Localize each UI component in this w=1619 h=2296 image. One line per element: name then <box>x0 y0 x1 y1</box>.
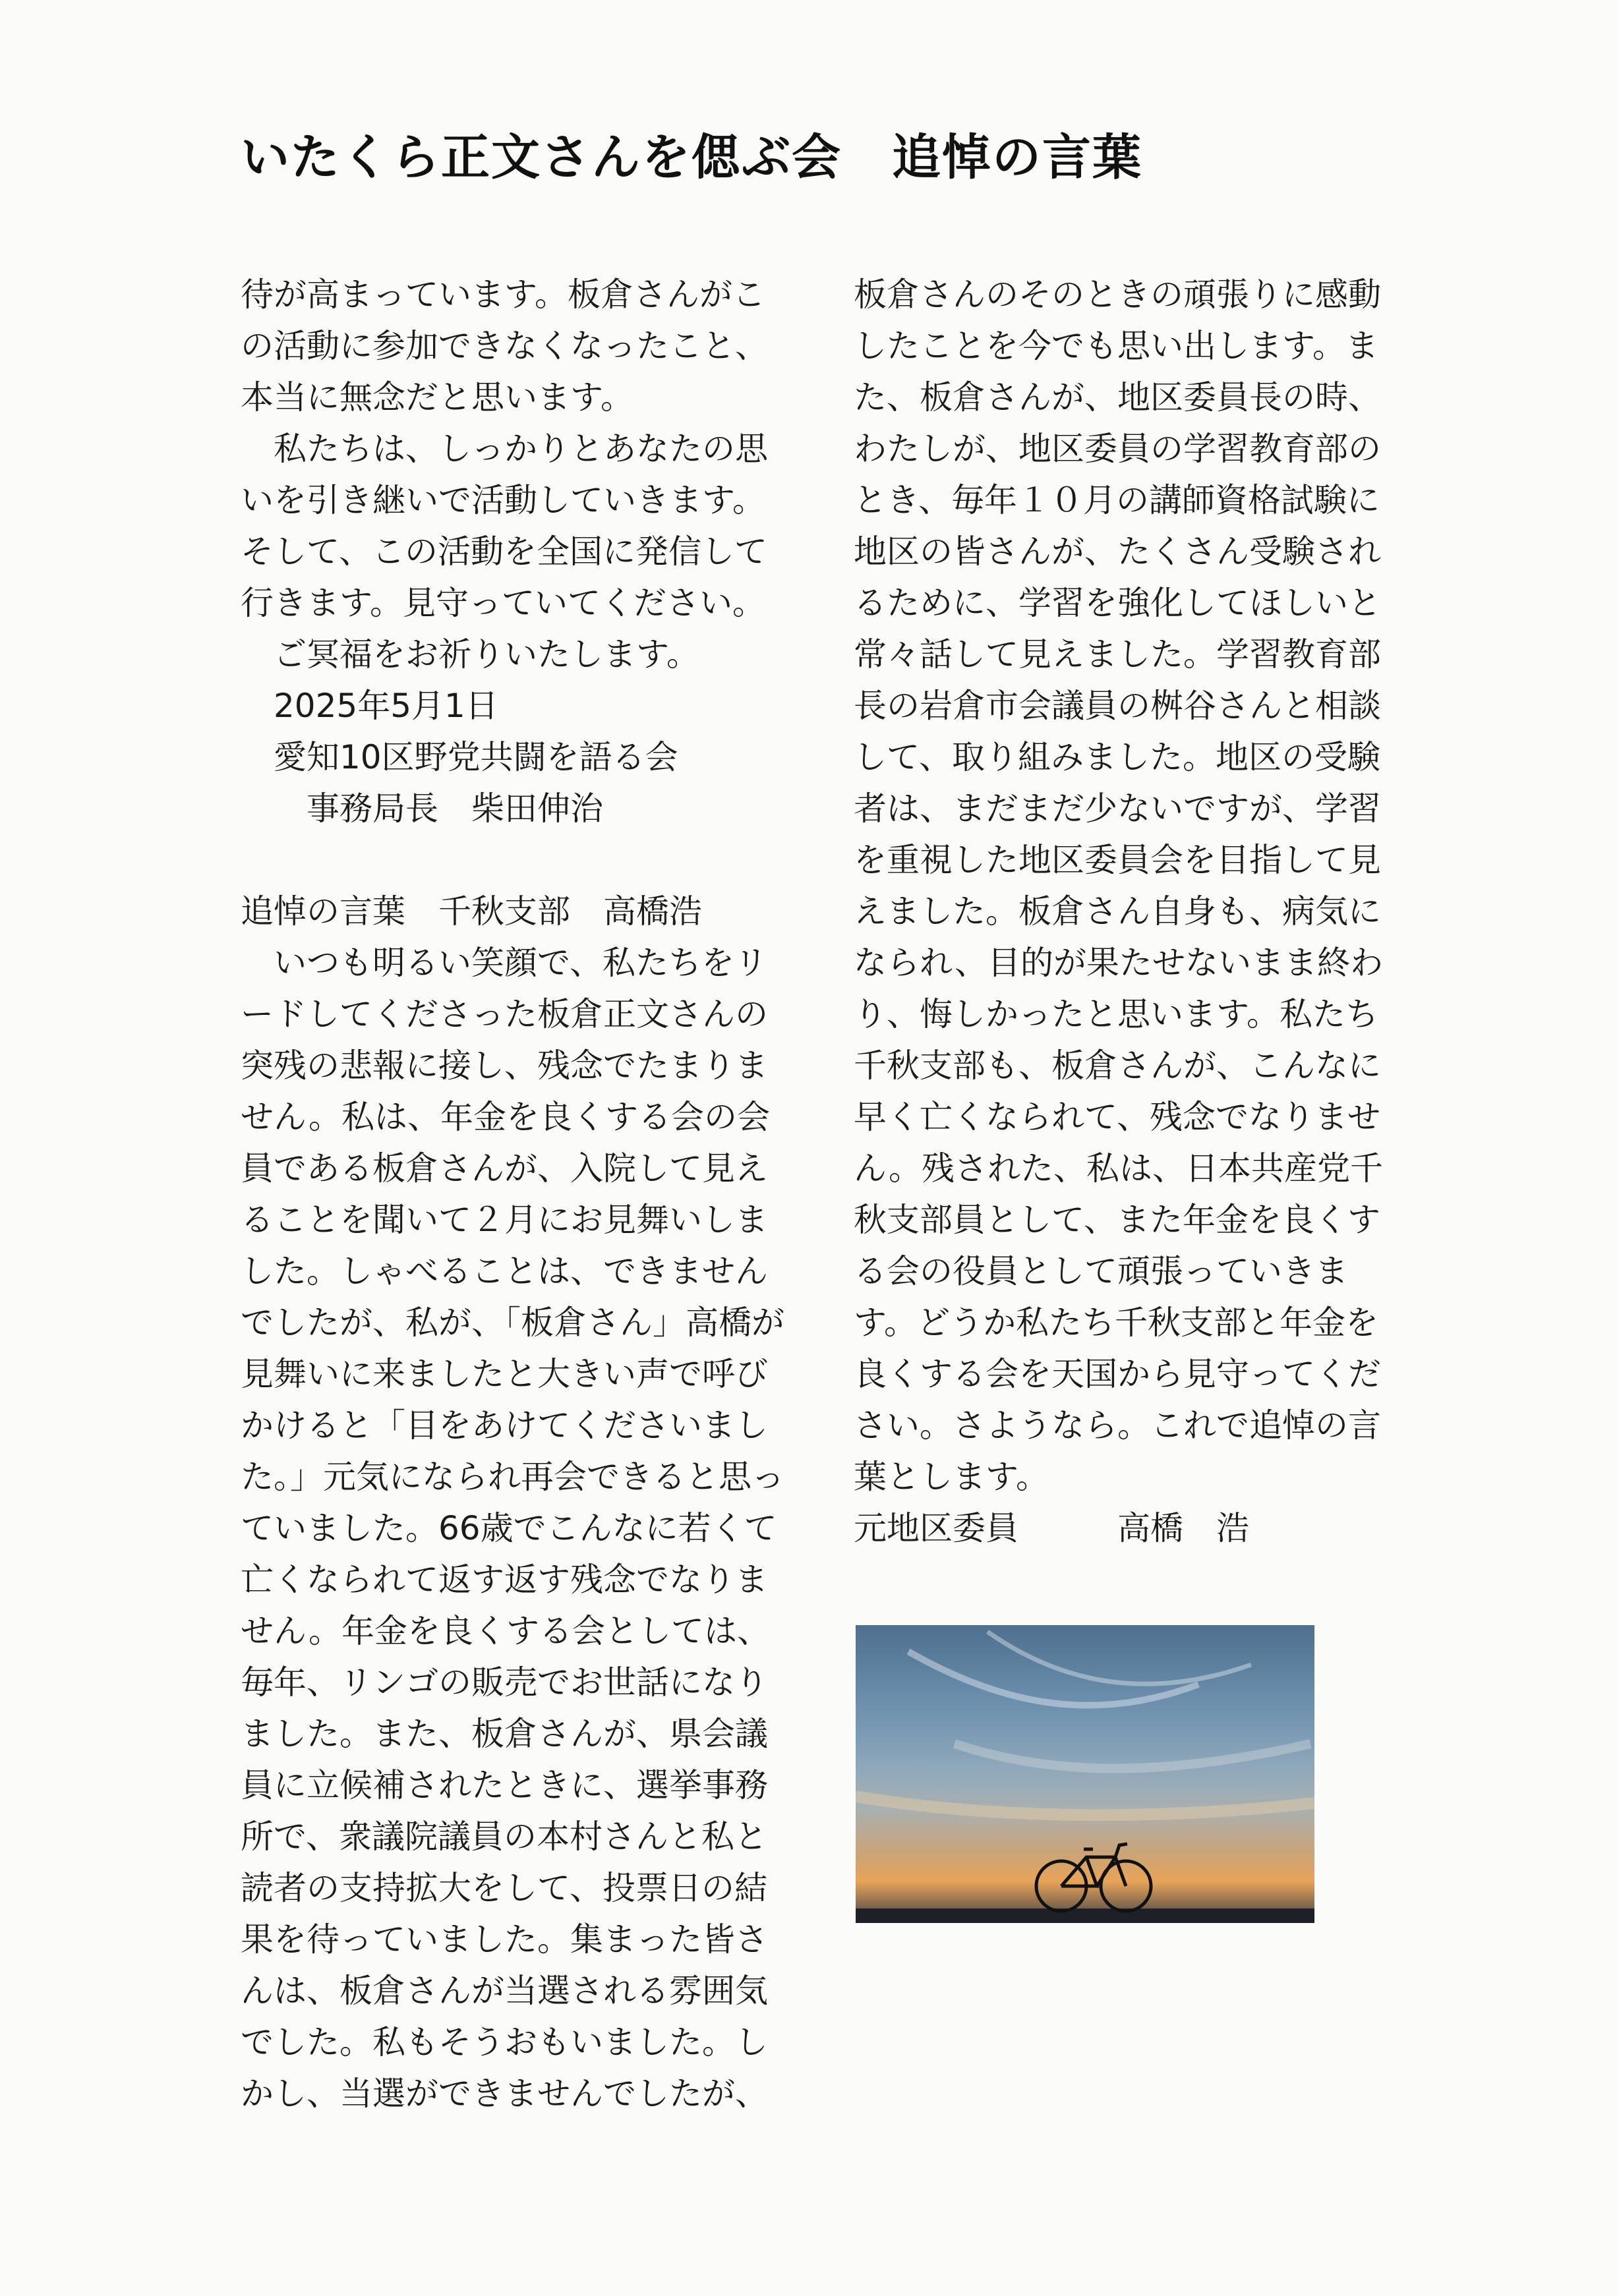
text-line: 亡くなられて返す返す残念でなりま <box>241 1561 768 1599</box>
text-line: 事務局長 柴田伸治 <box>241 789 603 828</box>
text-line: た。」元気になられ再会できると思っ <box>241 1458 784 1496</box>
text-line: ました。また、板倉さんが、県会議 <box>241 1715 768 1753</box>
text-line: 毎年、リンゴの販売でお世話になり <box>241 1663 768 1702</box>
text-line: そして、この活動を全国に発信して <box>241 532 767 571</box>
text-line: かし、当選ができませんでしたが、 <box>241 2075 768 2113</box>
text-line: 長の岩倉市会議員の桝谷さんと相談 <box>854 687 1381 725</box>
text-line: 員である板倉さんが、入院して見え <box>241 1149 768 1188</box>
text-line: せん。年金を良くする会としては、 <box>241 1612 770 1650</box>
text-line: いを引き継いで活動していきます。 <box>241 481 765 519</box>
text-line: した。しゃべることは、できません <box>241 1252 768 1290</box>
text-line: んは、板倉さんが当選される雰囲気 <box>241 1972 768 2010</box>
text-line: でした。私もそうおもいました。し <box>241 2023 768 2061</box>
text-line: 板倉さんのそのときの頑張りに感動 <box>854 275 1381 314</box>
text-line: して、取り組みました。地区の受験 <box>854 738 1380 776</box>
text-line: る会の役員として頑張っていきま <box>854 1252 1348 1290</box>
text-line: 読者の支持拡大をして、投票日の結 <box>241 1869 767 1907</box>
text-line: を重視した地区委員会を目指して見 <box>854 841 1381 879</box>
bicycle-silhouette-icon <box>856 1625 1314 1923</box>
text-line: したことを今でも思い出します。ま <box>854 327 1378 365</box>
text-line: 2025年5月1日 <box>241 687 498 725</box>
sunset-bicycle-photo <box>856 1625 1314 1923</box>
text-line: るために、学習を強化してほしいと <box>854 584 1381 622</box>
text-line: 葉とします。 <box>854 1458 1049 1496</box>
text-line: 待が高まっています。板倉さんがこ <box>241 275 765 314</box>
text-line: ていました。66歳でこんなに若くて <box>241 1509 777 1547</box>
text-line: 千秋支部も、板倉さんが、こんなに <box>854 1047 1381 1085</box>
text-line: 本当に無念だと思います。 <box>241 378 633 416</box>
text-line: た、板倉さんが、地区委員長の時、 <box>854 378 1381 416</box>
text-line: ることを聞いて２月にお見舞いしま <box>241 1201 768 1239</box>
text-line: 地区の皆さんが、たくさん受験され <box>854 532 1381 571</box>
text-line: 追悼の言葉 千秋支部 高橋浩 <box>241 892 702 931</box>
text-line: り、悔しかったと思います。私たち <box>854 995 1378 1033</box>
text-line: ご冥福をお祈りいたします。 <box>241 635 699 674</box>
text-line: 元地区委員 高橋 浩 <box>854 1509 1249 1547</box>
page-title: いたくら正文さんを偲ぶ会 追悼の言葉 <box>241 129 1142 186</box>
text-line: 果を待っていました。集まった皆さ <box>241 1920 768 1959</box>
text-line: かけると「目をあけてくださいまし <box>241 1406 768 1445</box>
left-text-column <box>241 269 808 2119</box>
text-line: 見舞いに来ましたと大きい声で呼び <box>241 1355 768 1393</box>
text-line: 行きます。見守っていてください。 <box>241 584 765 622</box>
text-line: 秋支部員として、また年金を良くす <box>854 1201 1380 1239</box>
text-line: なられ、目的が果たせないまま終わ <box>854 944 1383 982</box>
text-line: せん。私は、年金を良くする会の会 <box>241 1098 770 1136</box>
text-line: 員に立候補されたときに、選挙事務 <box>241 1766 768 1804</box>
text-line <box>241 834 808 886</box>
text-line: の活動に参加できなくなったこと、 <box>241 327 768 365</box>
text-line: えました。板倉さん自身も、病気に <box>854 892 1381 931</box>
text-line: とき、毎年１０月の講師資格試験に <box>854 481 1380 519</box>
text-line: 早く亡くなられて、残念でなりませ <box>854 1098 1380 1136</box>
text-line: 突残の悲報に接し、残念でたまりま <box>241 1047 768 1085</box>
right-text-column <box>854 269 1421 1554</box>
text-line: ん。残された、私は、日本共産党千 <box>854 1149 1383 1188</box>
text-line: でしたが、私が、「板倉さん」高橋が <box>241 1304 784 1342</box>
text-line: さい。さようなら。これで追悼の言 <box>854 1406 1381 1445</box>
text-line: 所で、衆議院議員の本村さんと私と <box>241 1818 767 1856</box>
text-line: 者は、まだまだ少ないですが、学習 <box>854 789 1381 828</box>
text-line: 良くする会を天国から見守ってくだ <box>854 1355 1381 1393</box>
text-line: 愛知10区野党共闘を語る会 <box>241 738 678 776</box>
text-line: す。どうか私たち千秋支部と年金を <box>854 1304 1378 1342</box>
text-line: 常々話して見えました。学習教育部 <box>854 635 1381 674</box>
text-line: いつも明るい笑顔で、私たちをリ <box>241 944 767 982</box>
text-line: ードしてくださった板倉正文さんの <box>241 995 768 1033</box>
text-line: 私たちは、しっかりとあなたの思 <box>241 430 768 468</box>
text-line: わたしが、地区委員の学習教育部の <box>854 430 1381 468</box>
